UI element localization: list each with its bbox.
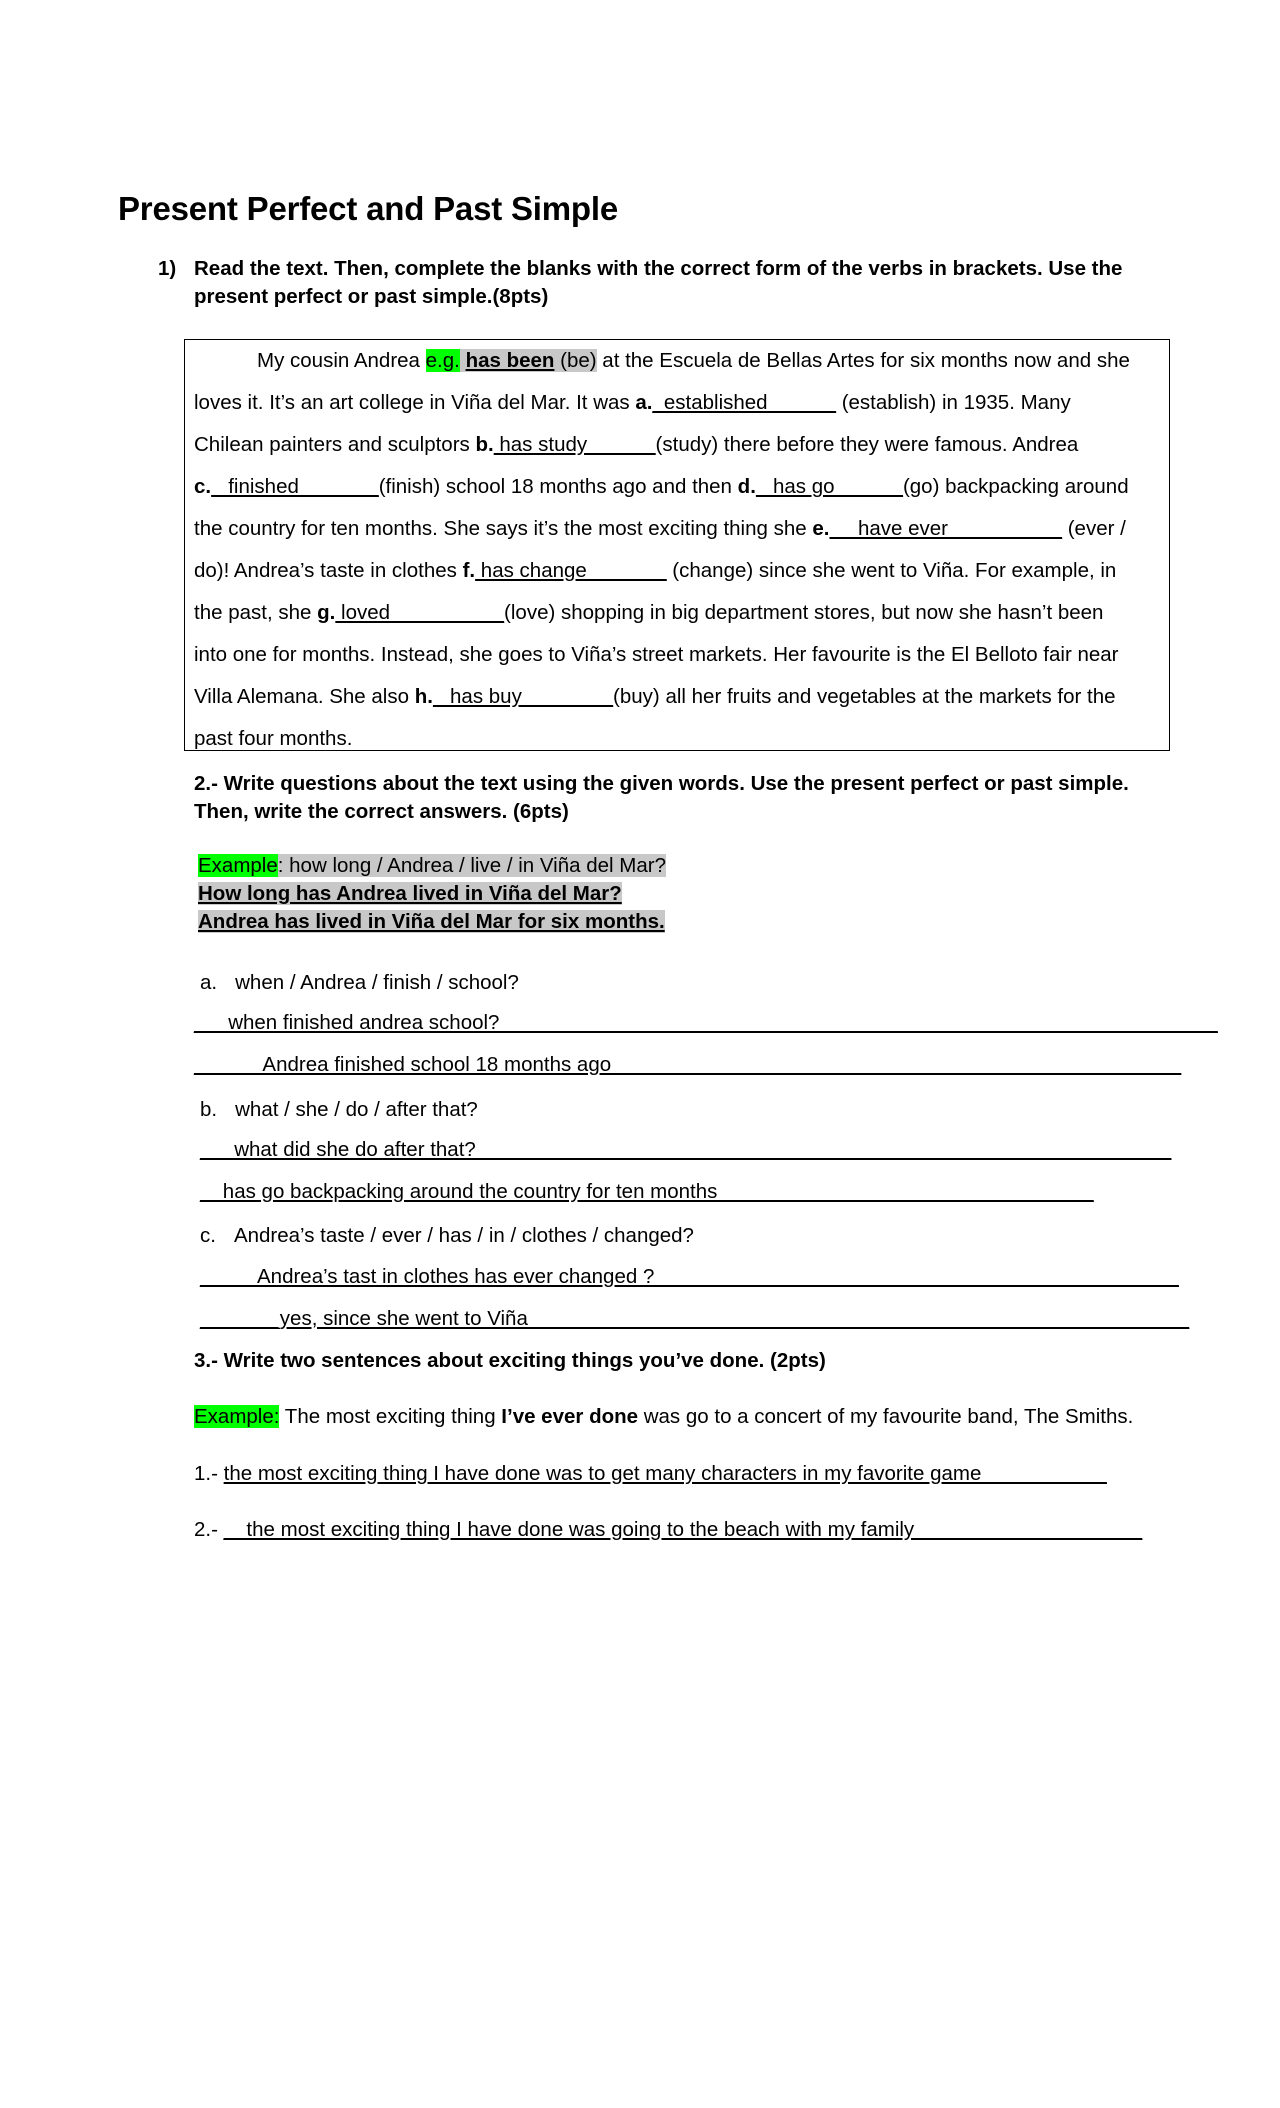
text-line-10: past four months. [194, 727, 353, 750]
blank-answer-e[interactable]: __have ever__________ [829, 517, 1063, 540]
text-line-8: into one for months. Instead, she goes to Viña’s street markets. Her favourite is the El Belloto fair near [194, 643, 1119, 666]
example-answer-line [198, 908, 666, 936]
question-2-instruction: 2.- Write questions about the text using the given words. Use the present perfect or past simple. Then, write the correct answers. (6pts) [194, 772, 1129, 823]
text-fragment: the past, she [194, 601, 318, 624]
text-fragment: loves it. It’s an art college in Viña del Mar. It was [194, 391, 636, 414]
text-fragment: (buy) all her fruits and vegetables at the markets for the [613, 685, 1116, 708]
question-3-instruction: 3.- Write two sentences about exciting things you’ve done. (2pts) [194, 1349, 826, 1372]
question-2-example [198, 852, 666, 936]
blank-answer-a[interactable]: _established______ [652, 391, 836, 414]
text-fragment: (go) backpacking around [902, 475, 1129, 498]
example-prompt-wrap [198, 854, 666, 877]
item-b-question-answer[interactable]: ___what did she do after that?_____________________________________________________________ [200, 1138, 1172, 1161]
text-line-6 [194, 550, 1157, 592]
example-question: How long has Andrea lived in Viña del Mar? [198, 882, 622, 905]
item-label: c. [200, 1224, 216, 1247]
item-label: b. [200, 1098, 218, 1121]
text-line-1 [194, 340, 1157, 382]
item-prompt: when / Andrea / finish / school? [235, 971, 519, 994]
blank-answer-f[interactable]: has change_______ [475, 559, 667, 582]
eg-label: e.g. [425, 349, 460, 372]
text-fragment: at the Escuela de Bellas Artes for six months now and she [596, 349, 1130, 372]
blank-label-c: c. [194, 475, 212, 498]
eg-answer: has been [465, 349, 555, 372]
question-3-sentence-2 [194, 1518, 1142, 1542]
text-fragment: (finish) school 18 months ago and then [378, 475, 738, 498]
item-c-question-answer[interactable]: _____Andrea’s tast in clothes has ever changed ?______________________________________________ [200, 1265, 1179, 1288]
blank-answer-b[interactable]: has study______ [493, 433, 656, 456]
text-fragment: Villa Alemana. She also [194, 685, 415, 708]
text-fragment: (change) since she went to Viña. For example, in [666, 559, 1117, 582]
example-prompt-line [198, 852, 666, 880]
sentence-answer[interactable]: the most exciting thing I have done was to get many characters in my favorite game___________ [223, 1462, 1107, 1485]
sentence-answer[interactable]: __the most exciting thing I have done was going to the beach with my family____________________ [223, 1518, 1143, 1541]
example-question-line [198, 880, 666, 908]
question-2-item-c [200, 1222, 694, 1250]
text-line-5 [194, 508, 1157, 550]
example-label: Example [198, 854, 278, 877]
blank-label-h: h. [414, 685, 433, 708]
text-fragment: the country for ten months. She says it’s the most exciting thing she [194, 517, 813, 540]
text-fragment: My cousin Andrea [257, 349, 426, 372]
question-1-number: 1) [158, 257, 177, 280]
blank-label-e: e. [812, 517, 830, 540]
blank-answer-c[interactable]: _finished_______ [211, 475, 379, 498]
example-answer: Andrea has lived in Viña del Mar for six months. [198, 910, 665, 933]
text-fragment: (establish) in 1935. Many [836, 391, 1071, 414]
text-fragment: (love) shopping in big department stores, but now she hasn’t been [504, 601, 1104, 624]
reading-text-box [184, 339, 1170, 751]
blank-label-b: b. [475, 433, 494, 456]
text-fragment: (ever / [1062, 517, 1126, 540]
question-2-item-b [200, 1096, 478, 1124]
text-line-4 [194, 466, 1157, 508]
text-fragment: (study) there before they were famous. Andrea [655, 433, 1079, 456]
example-prompt: : how long / Andrea / live / in Viña del Mar? [277, 854, 666, 877]
blank-answer-h[interactable]: _has buy________ [432, 685, 614, 708]
blank-label-a: a. [635, 391, 653, 414]
item-a-answer[interactable]: ______Andrea finished school 18 months ago__________________________________________________ [194, 1053, 1182, 1076]
text-line-2 [194, 382, 1157, 424]
example-label: Example: [194, 1405, 280, 1428]
blank-answer-g[interactable]: loved__________ [335, 601, 505, 624]
sentence-label: 2.- [194, 1518, 224, 1541]
text-fragment: was go to a concert of my favourite band, The Smiths. [638, 1405, 1134, 1428]
item-prompt: what / she / do / after that? [235, 1098, 478, 1121]
question-1-text: Read the text. Then, complete the blanks with the correct form of the verbs in brackets. Use the present perfect or past simple.(8pts) [194, 257, 1123, 308]
item-b-answer[interactable]: __has go backpacking around the country for ten months_________________________________ [200, 1180, 1094, 1203]
blank-label-g: g. [317, 601, 336, 624]
text-fragment: Chilean painters and sculptors [194, 433, 476, 456]
blank-label-f: f. [462, 559, 476, 582]
blank-answer-d[interactable]: _has go______ [755, 475, 903, 498]
text-fragment: do)! Andrea’s taste in clothes [194, 559, 463, 582]
blank-label-d: d. [737, 475, 756, 498]
text-fragment: The most exciting thing [279, 1405, 502, 1428]
question-3-example [194, 1405, 1133, 1429]
sentence-label: 1.- [194, 1462, 224, 1485]
eg-hint: (be) [554, 349, 597, 372]
question-2-item-a [200, 969, 519, 997]
example-bold: I’ve ever done [501, 1405, 639, 1428]
item-c-answer[interactable]: _______yes, since she went to Viña__________________________________________________________ [200, 1307, 1190, 1330]
question-1-instruction [158, 255, 1148, 311]
item-prompt: Andrea’s taste / ever / has / in / clothes / changed? [233, 1224, 694, 1247]
eg-answer-wrap [460, 349, 597, 372]
question-3-sentence-1 [194, 1462, 1107, 1486]
text-line-7 [194, 592, 1157, 634]
item-label: a. [200, 971, 218, 994]
page-title: Present Perfect and Past Simple [118, 190, 618, 227]
item-a-question-answer[interactable]: ___when finished andrea school?_______________________________________________________________ [194, 1011, 1218, 1034]
text-line-9 [194, 676, 1157, 718]
text-line-3 [194, 424, 1157, 466]
